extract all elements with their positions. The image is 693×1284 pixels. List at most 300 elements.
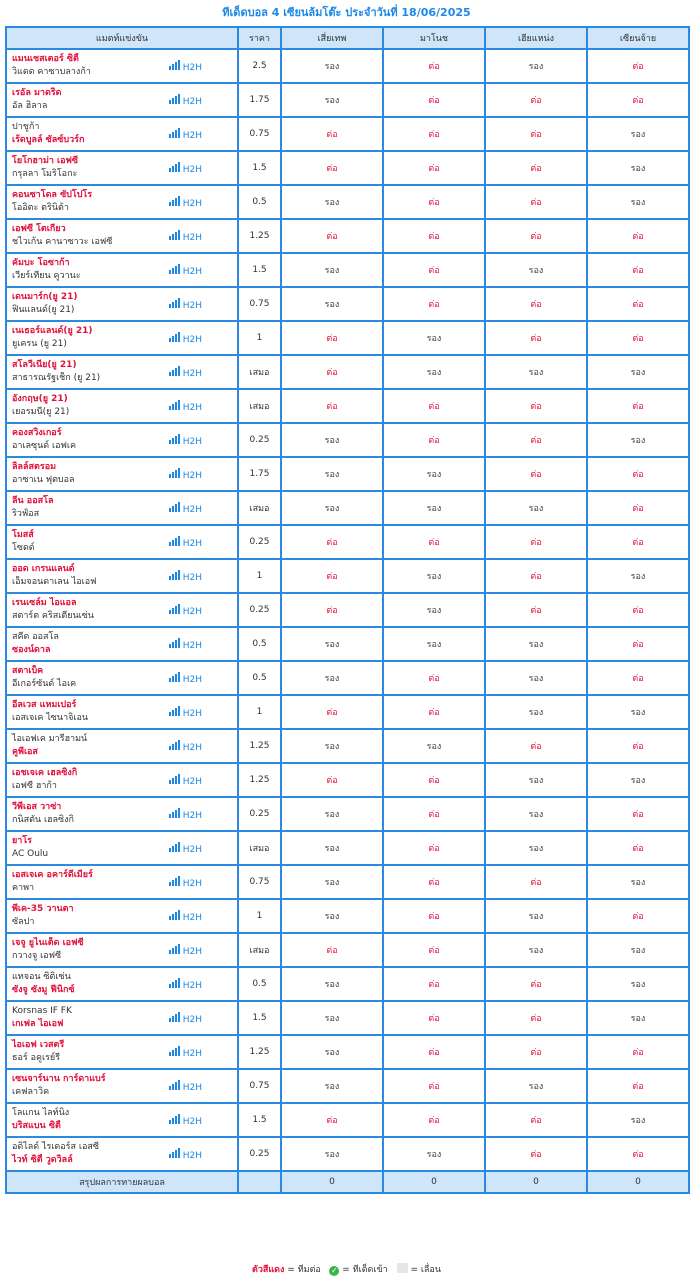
table-row — [6, 457, 689, 491]
h2h-label: H2H — [182, 403, 202, 413]
signal-bars-icon — [169, 706, 181, 720]
signal-bars-icon — [169, 264, 181, 278]
away-team: คาพา — [12, 883, 35, 893]
summary-tipster-3: 0 — [485, 1171, 587, 1193]
match-cell — [6, 49, 238, 83]
table-row — [6, 287, 689, 321]
pick-tipster-2: ต่อ — [383, 389, 485, 423]
h2h-link[interactable] — [169, 876, 202, 890]
h2h-label: H2H — [182, 573, 202, 583]
away-team: กนิสตัน เฮลซิงกิ — [12, 815, 74, 825]
table-row — [6, 219, 689, 253]
h2h-link[interactable] — [169, 60, 202, 74]
pick-tipster-3: รอง — [485, 49, 587, 83]
away-team: เวียร์เทียน คูวานะ — [12, 271, 81, 281]
h2h-link[interactable] — [169, 94, 202, 108]
h2h-link[interactable] — [169, 196, 202, 210]
pick-tipster-3: ต่อ — [485, 865, 587, 899]
pick-tipster-1: รอง — [281, 253, 383, 287]
price-cell: 0.25 — [238, 593, 281, 627]
table-row — [6, 117, 689, 151]
signal-bars-icon — [169, 944, 181, 958]
pick-tipster-1: รอง — [281, 287, 383, 321]
away-team: อัล ฮิลาล — [12, 101, 48, 111]
h2h-link[interactable] — [169, 978, 202, 992]
h2h-label: H2H — [182, 607, 202, 617]
h2h-label: H2H — [182, 1083, 202, 1093]
away-team: โออิตะ ตรินิต้า — [12, 203, 69, 213]
h2h-label: H2H — [182, 1049, 202, 1059]
home-team: สตาเบ็ค — [12, 666, 44, 676]
pick-tipster-2: ต่อ — [383, 797, 485, 831]
table-row — [6, 1103, 689, 1137]
h2h-label: H2H — [182, 981, 202, 991]
pick-tipster-2: ต่อ — [383, 117, 485, 151]
signal-bars-icon — [169, 60, 181, 74]
signal-bars-icon — [169, 502, 181, 516]
pick-tipster-2: ต่อ — [383, 1103, 485, 1137]
pick-tipster-2: ต่อ — [383, 1035, 485, 1069]
h2h-label: H2H — [182, 1015, 202, 1025]
table-row — [6, 423, 689, 457]
price-cell: 0.5 — [238, 627, 281, 661]
signal-bars-icon — [169, 400, 181, 414]
home-team: โมสส์ — [12, 530, 34, 540]
h2h-label: H2H — [182, 539, 202, 549]
price-cell: 1 — [238, 321, 281, 355]
pick-tipster-2: ต่อ — [383, 219, 485, 253]
pick-tipster-2: ต่อ — [383, 151, 485, 185]
h2h-label: H2H — [182, 811, 202, 821]
home-team: อีลเวส แหมเปอร์ — [12, 700, 77, 710]
col-tipster-4: เซียนจ้าย — [587, 27, 689, 49]
h2h-link[interactable] — [169, 910, 202, 924]
h2h-link[interactable] — [169, 1114, 202, 1128]
pick-tipster-2: ต่อ — [383, 83, 485, 117]
signal-bars-icon — [169, 876, 181, 890]
table-row — [6, 355, 689, 389]
pick-tipster-3: รอง — [485, 627, 587, 661]
pick-tipster-4: รอง — [587, 423, 689, 457]
table-row — [6, 933, 689, 967]
h2h-label: H2H — [182, 777, 202, 787]
pick-tipster-4: ต่อ — [587, 729, 689, 763]
pick-tipster-2: ต่อ — [383, 695, 485, 729]
away-team: กวางจู เอฟซี — [12, 951, 62, 961]
summary-label: สรุปผลการทายผลบอล — [6, 1171, 238, 1193]
home-team: ปาชูก้า — [12, 122, 40, 132]
pick-tipster-4: ต่อ — [587, 593, 689, 627]
pick-tipster-4: ต่อ — [587, 457, 689, 491]
pick-tipster-2: ต่อ — [383, 831, 485, 865]
price-cell: 1.5 — [238, 1103, 281, 1137]
match-cell — [6, 593, 238, 627]
table-row — [6, 763, 689, 797]
pick-tipster-3: รอง — [485, 797, 587, 831]
price-cell: 0.25 — [238, 525, 281, 559]
pick-tipster-4: รอง — [587, 151, 689, 185]
home-team: ลิลล์สตรอม — [12, 462, 57, 472]
pick-tipster-2: ต่อ — [383, 1069, 485, 1103]
home-team: คองสวิงเกอร์ — [12, 428, 62, 438]
signal-bars-icon — [169, 910, 181, 924]
home-team: เอชเจเค เฮลซิงกิ — [12, 768, 78, 778]
match-cell — [6, 457, 238, 491]
summary-spacer — [238, 1171, 281, 1193]
signal-bars-icon — [169, 536, 181, 550]
h2h-label: H2H — [182, 743, 202, 753]
pick-tipster-3: ต่อ — [485, 287, 587, 321]
home-team: อังกฤษ(ยู 21) — [12, 394, 68, 404]
legend — [0, 1262, 693, 1276]
away-team: ยูเครน (ยู 21) — [12, 339, 67, 349]
pick-tipster-3: รอง — [485, 661, 587, 695]
pick-tipster-2: ต่อ — [383, 287, 485, 321]
pick-tipster-1: ต่อ — [281, 763, 383, 797]
pick-tipster-3: รอง — [485, 355, 587, 389]
table-row — [6, 593, 689, 627]
signal-bars-icon — [169, 1080, 181, 1094]
table-header — [6, 27, 689, 49]
pick-tipster-1: ต่อ — [281, 933, 383, 967]
pick-tipster-2: รอง — [383, 559, 485, 593]
pick-tipster-1: รอง — [281, 83, 383, 117]
h2h-label: H2H — [182, 947, 202, 957]
pick-tipster-3: ต่อ — [485, 1001, 587, 1035]
away-team: ธอร์ อคูเรย์รี — [12, 1053, 61, 1063]
h2h-link[interactable] — [169, 298, 202, 312]
pick-tipster-3: ต่อ — [485, 219, 587, 253]
h2h-label: H2H — [182, 675, 202, 685]
match-cell — [6, 967, 238, 1001]
away-team: วิแดด คาซาบลางก้า — [12, 67, 91, 77]
price-cell: 1.25 — [238, 729, 281, 763]
pick-tipster-4: รอง — [587, 355, 689, 389]
col-tipster-3: เฮียแหน่ง — [485, 27, 587, 49]
home-team: วีพีเอส วาซ่า — [12, 802, 62, 812]
h2h-link[interactable] — [169, 400, 202, 414]
price-cell: 1.25 — [238, 763, 281, 797]
pick-tipster-3: ต่อ — [485, 151, 587, 185]
table-row — [6, 525, 689, 559]
pick-tipster-3: ต่อ — [485, 559, 587, 593]
price-cell: เสมอ — [238, 491, 281, 525]
pick-tipster-1: ต่อ — [281, 389, 383, 423]
pick-tipster-1: รอง — [281, 661, 383, 695]
home-team: คอนซาโดล ซัปโปโร — [12, 190, 93, 200]
match-cell — [6, 729, 238, 763]
h2h-label: H2H — [182, 505, 202, 515]
match-cell — [6, 355, 238, 389]
pick-tipster-3: ต่อ — [485, 185, 587, 219]
pick-tipster-4: รอง — [587, 695, 689, 729]
h2h-label: H2H — [182, 471, 202, 481]
pick-tipster-3: รอง — [485, 763, 587, 797]
away-team: ซัลปา — [12, 917, 35, 927]
pick-tipster-3: ต่อ — [485, 1137, 587, 1171]
pick-tipster-1: ต่อ — [281, 695, 383, 729]
table-row — [6, 729, 689, 763]
signal-bars-icon — [169, 162, 181, 176]
table-row — [6, 49, 689, 83]
h2h-link[interactable] — [169, 1080, 202, 1094]
pick-tipster-4: รอง — [587, 933, 689, 967]
price-cell: เสมอ — [238, 933, 281, 967]
pick-tipster-1: ต่อ — [281, 559, 383, 593]
away-team: เคฟลาวิค — [12, 1087, 50, 1097]
col-tipster-1: เสี่ยเทพ — [281, 27, 383, 49]
pick-tipster-4: ต่อ — [587, 661, 689, 695]
table-row — [6, 491, 689, 525]
match-cell — [6, 1069, 238, 1103]
away-team: ไวท์ ซิตี้ วูดวิลล์ — [12, 1155, 73, 1165]
pick-tipster-2: ต่อ — [383, 763, 485, 797]
pick-tipster-2: รอง — [383, 627, 485, 661]
h2h-link[interactable] — [169, 842, 202, 856]
pick-tipster-3: รอง — [485, 695, 587, 729]
summary-row — [6, 1171, 689, 1193]
pick-tipster-2: รอง — [383, 491, 485, 525]
h2h-link[interactable] — [169, 638, 202, 652]
match-cell — [6, 899, 238, 933]
table-row — [6, 83, 689, 117]
away-team: เร้ดบูลล์ ซัลซ์บวร์ก — [12, 135, 85, 145]
match-cell — [6, 525, 238, 559]
pick-tipster-4: รอง — [587, 865, 689, 899]
match-cell — [6, 627, 238, 661]
pick-tipster-2: ต่อ — [383, 525, 485, 559]
pick-tipster-1: รอง — [281, 967, 383, 1001]
home-team: สโลวีเนีย(ยู 21) — [12, 360, 77, 370]
home-team: โลแกน ไลท์นิ่ง — [12, 1108, 70, 1118]
away-team: อาซาเน ฟุตบอล — [12, 475, 75, 485]
table-row — [6, 1035, 689, 1069]
h2h-link[interactable] — [169, 128, 202, 142]
h2h-link[interactable] — [169, 944, 202, 958]
signal-bars-icon — [169, 1012, 181, 1026]
pick-tipster-1: รอง — [281, 899, 383, 933]
price-cell: 1.75 — [238, 83, 281, 117]
pick-tipster-3: ต่อ — [485, 117, 587, 151]
h2h-link[interactable] — [169, 706, 202, 720]
match-cell — [6, 491, 238, 525]
pick-tipster-1: รอง — [281, 797, 383, 831]
h2h-link[interactable] — [169, 162, 202, 176]
signal-bars-icon — [169, 570, 181, 584]
match-cell — [6, 797, 238, 831]
price-cell: 0.75 — [238, 865, 281, 899]
pick-tipster-4: ต่อ — [587, 253, 689, 287]
match-cell — [6, 865, 238, 899]
away-team: AC Oulu — [12, 849, 49, 859]
pick-tipster-3: รอง — [485, 253, 587, 287]
match-cell — [6, 117, 238, 151]
h2h-link[interactable] — [169, 332, 202, 346]
away-team: กรุลลา โมริโอกะ — [12, 169, 78, 179]
signal-bars-icon — [169, 978, 181, 992]
h2h-label: H2H — [182, 97, 202, 107]
pick-tipster-4: ต่อ — [587, 49, 689, 83]
away-team: สาธารณรัฐเช็ก (ยู 21) — [12, 373, 101, 383]
h2h-link[interactable] — [169, 774, 202, 788]
match-cell — [6, 1103, 238, 1137]
price-cell: 1 — [238, 559, 281, 593]
home-team: ไอเอฟ เวสตรี — [12, 1040, 65, 1050]
h2h-link[interactable] — [169, 1046, 202, 1060]
price-cell: 1.25 — [238, 219, 281, 253]
pick-tipster-3: ต่อ — [485, 457, 587, 491]
table-row — [6, 1137, 689, 1171]
home-team: อดิไลด์ ไรเดอร์ส เอสซี — [12, 1142, 99, 1152]
signal-bars-icon — [169, 638, 181, 652]
pick-tipster-1: ต่อ — [281, 321, 383, 355]
away-team: ชไวเก้น คานาซาวะ เอฟซี — [12, 237, 113, 247]
signal-bars-icon — [169, 196, 181, 210]
away-team: เกเฟล ไอเอฟ — [12, 1019, 64, 1029]
pick-tipster-3: ต่อ — [485, 729, 587, 763]
pick-tipster-3: ต่อ — [485, 1035, 587, 1069]
match-cell — [6, 287, 238, 321]
h2h-label: H2H — [182, 301, 202, 311]
match-cell — [6, 933, 238, 967]
price-cell: 1 — [238, 695, 281, 729]
h2h-link[interactable] — [169, 366, 202, 380]
pick-tipster-3: ต่อ — [485, 321, 587, 355]
home-team: เจจู ยูไนเต็ด เอฟซี — [12, 938, 84, 948]
away-team: สตาร์ต คริสเตียนเซ่น — [12, 611, 94, 621]
pick-tipster-3: รอง — [485, 831, 587, 865]
h2h-link[interactable] — [169, 1012, 202, 1026]
home-team: เรอัล มาดริด — [12, 88, 62, 98]
home-team: คัมบะ โอซาก้า — [12, 258, 70, 268]
pick-tipster-2: ต่อ — [383, 423, 485, 457]
h2h-link[interactable] — [169, 536, 202, 550]
col-match: แมตท์แข่งขัน — [6, 27, 238, 49]
away-team: บริสแบน ซิตี้ — [12, 1121, 61, 1131]
price-cell: เสมอ — [238, 831, 281, 865]
pick-tipster-1: ต่อ — [281, 355, 383, 389]
match-cell — [6, 559, 238, 593]
home-team: เอสเจเค อคาร์ดีเมียร์ — [12, 870, 93, 880]
price-cell: เสมอ — [238, 389, 281, 423]
signal-bars-icon — [169, 1114, 181, 1128]
pick-tipster-4: รอง — [587, 1001, 689, 1035]
h2h-link[interactable] — [169, 672, 202, 686]
pick-tipster-1: รอง — [281, 831, 383, 865]
table-row — [6, 899, 689, 933]
h2h-label: H2H — [182, 913, 202, 923]
signal-bars-icon — [169, 332, 181, 346]
table-row — [6, 865, 689, 899]
home-team: เนเธอร์แลนด์(ยู 21) — [12, 326, 93, 336]
table-row — [6, 967, 689, 1001]
signal-bars-icon — [169, 808, 181, 822]
pick-tipster-4: ต่อ — [587, 525, 689, 559]
away-team: โซดด์ — [12, 543, 35, 553]
pick-tipster-2: รอง — [383, 593, 485, 627]
match-cell — [6, 1137, 238, 1171]
pick-tipster-2: ต่อ — [383, 967, 485, 1001]
home-team: Korsnas IF FK — [12, 1006, 72, 1016]
pick-tipster-4: รอง — [587, 117, 689, 151]
away-team: ริวฟ์อส — [12, 509, 40, 519]
price-cell: 0.25 — [238, 1137, 281, 1171]
col-price: ราคา — [238, 27, 281, 49]
signal-bars-icon — [169, 94, 181, 108]
match-cell — [6, 661, 238, 695]
pick-tipster-1: รอง — [281, 1137, 383, 1171]
h2h-link[interactable] — [169, 604, 202, 618]
h2h-label: H2H — [182, 131, 202, 141]
home-team: เอฟซี โตเกียว — [12, 224, 66, 234]
table-row — [6, 185, 689, 219]
h2h-label: H2H — [182, 437, 202, 447]
h2h-link[interactable] — [169, 434, 202, 448]
col-tipster-2: มาโนช — [383, 27, 485, 49]
legend-check-desc: = ทีเด็ดเข้า — [342, 1265, 388, 1275]
h2h-link[interactable] — [169, 264, 202, 278]
home-team: แทจอน ซิติเซ่น — [12, 972, 71, 982]
signal-bars-icon — [169, 434, 181, 448]
table-row — [6, 627, 689, 661]
price-cell: 1.5 — [238, 1001, 281, 1035]
pick-tipster-2: ต่อ — [383, 933, 485, 967]
pick-tipster-2: รอง — [383, 1137, 485, 1171]
pick-tipster-1: รอง — [281, 729, 383, 763]
pick-tipster-4: รอง — [587, 559, 689, 593]
pick-tipster-4: ต่อ — [587, 797, 689, 831]
match-cell — [6, 219, 238, 253]
h2h-link[interactable] — [169, 502, 202, 516]
away-team: เอ็มจอนดาเลน ไอเอฟ — [12, 577, 97, 587]
pick-tipster-1: ต่อ — [281, 525, 383, 559]
match-cell — [6, 695, 238, 729]
h2h-link[interactable] — [169, 230, 202, 244]
legend-red-desc: = ทีมต่อ — [287, 1265, 321, 1275]
page-title: ทีเด็ดบอล 4 เซียนล้มโต๊ะ ประจำวันที่ 18/06/2025 — [222, 6, 471, 19]
home-team: โยโกฮาม่า เอฟซี — [12, 156, 79, 166]
price-cell: 1.5 — [238, 151, 281, 185]
away-team: เอฟซี ฮาก้า — [12, 781, 57, 791]
h2h-label: H2H — [182, 267, 202, 277]
h2h-label: H2H — [182, 641, 202, 651]
pick-tipster-1: รอง — [281, 1001, 383, 1035]
match-cell — [6, 1001, 238, 1035]
pick-tipster-4: รอง — [587, 1103, 689, 1137]
h2h-label: H2H — [182, 233, 202, 243]
signal-bars-icon — [169, 1046, 181, 1060]
h2h-link[interactable] — [169, 468, 202, 482]
h2h-link[interactable] — [169, 740, 202, 754]
h2h-link[interactable] — [169, 1148, 202, 1162]
pick-tipster-1: รอง — [281, 1069, 383, 1103]
pick-tipster-2: ต่อ — [383, 661, 485, 695]
h2h-link[interactable] — [169, 570, 202, 584]
away-team: เยอรมนี(ยู 21) — [12, 407, 70, 417]
match-cell — [6, 831, 238, 865]
pick-tipster-1: ต่อ — [281, 1103, 383, 1137]
home-team: เรนเซล์ม ไอแอล — [12, 598, 77, 608]
table-row — [6, 559, 689, 593]
pick-tipster-3: รอง — [485, 1069, 587, 1103]
h2h-label: H2H — [182, 879, 202, 889]
signal-bars-icon — [169, 740, 181, 754]
h2h-link[interactable] — [169, 808, 202, 822]
pick-tipster-2: ต่อ — [383, 49, 485, 83]
pick-tipster-3: ต่อ — [485, 83, 587, 117]
legend-red-label: ตัวสีแดง — [251, 1265, 285, 1275]
price-cell: เสมอ — [238, 355, 281, 389]
